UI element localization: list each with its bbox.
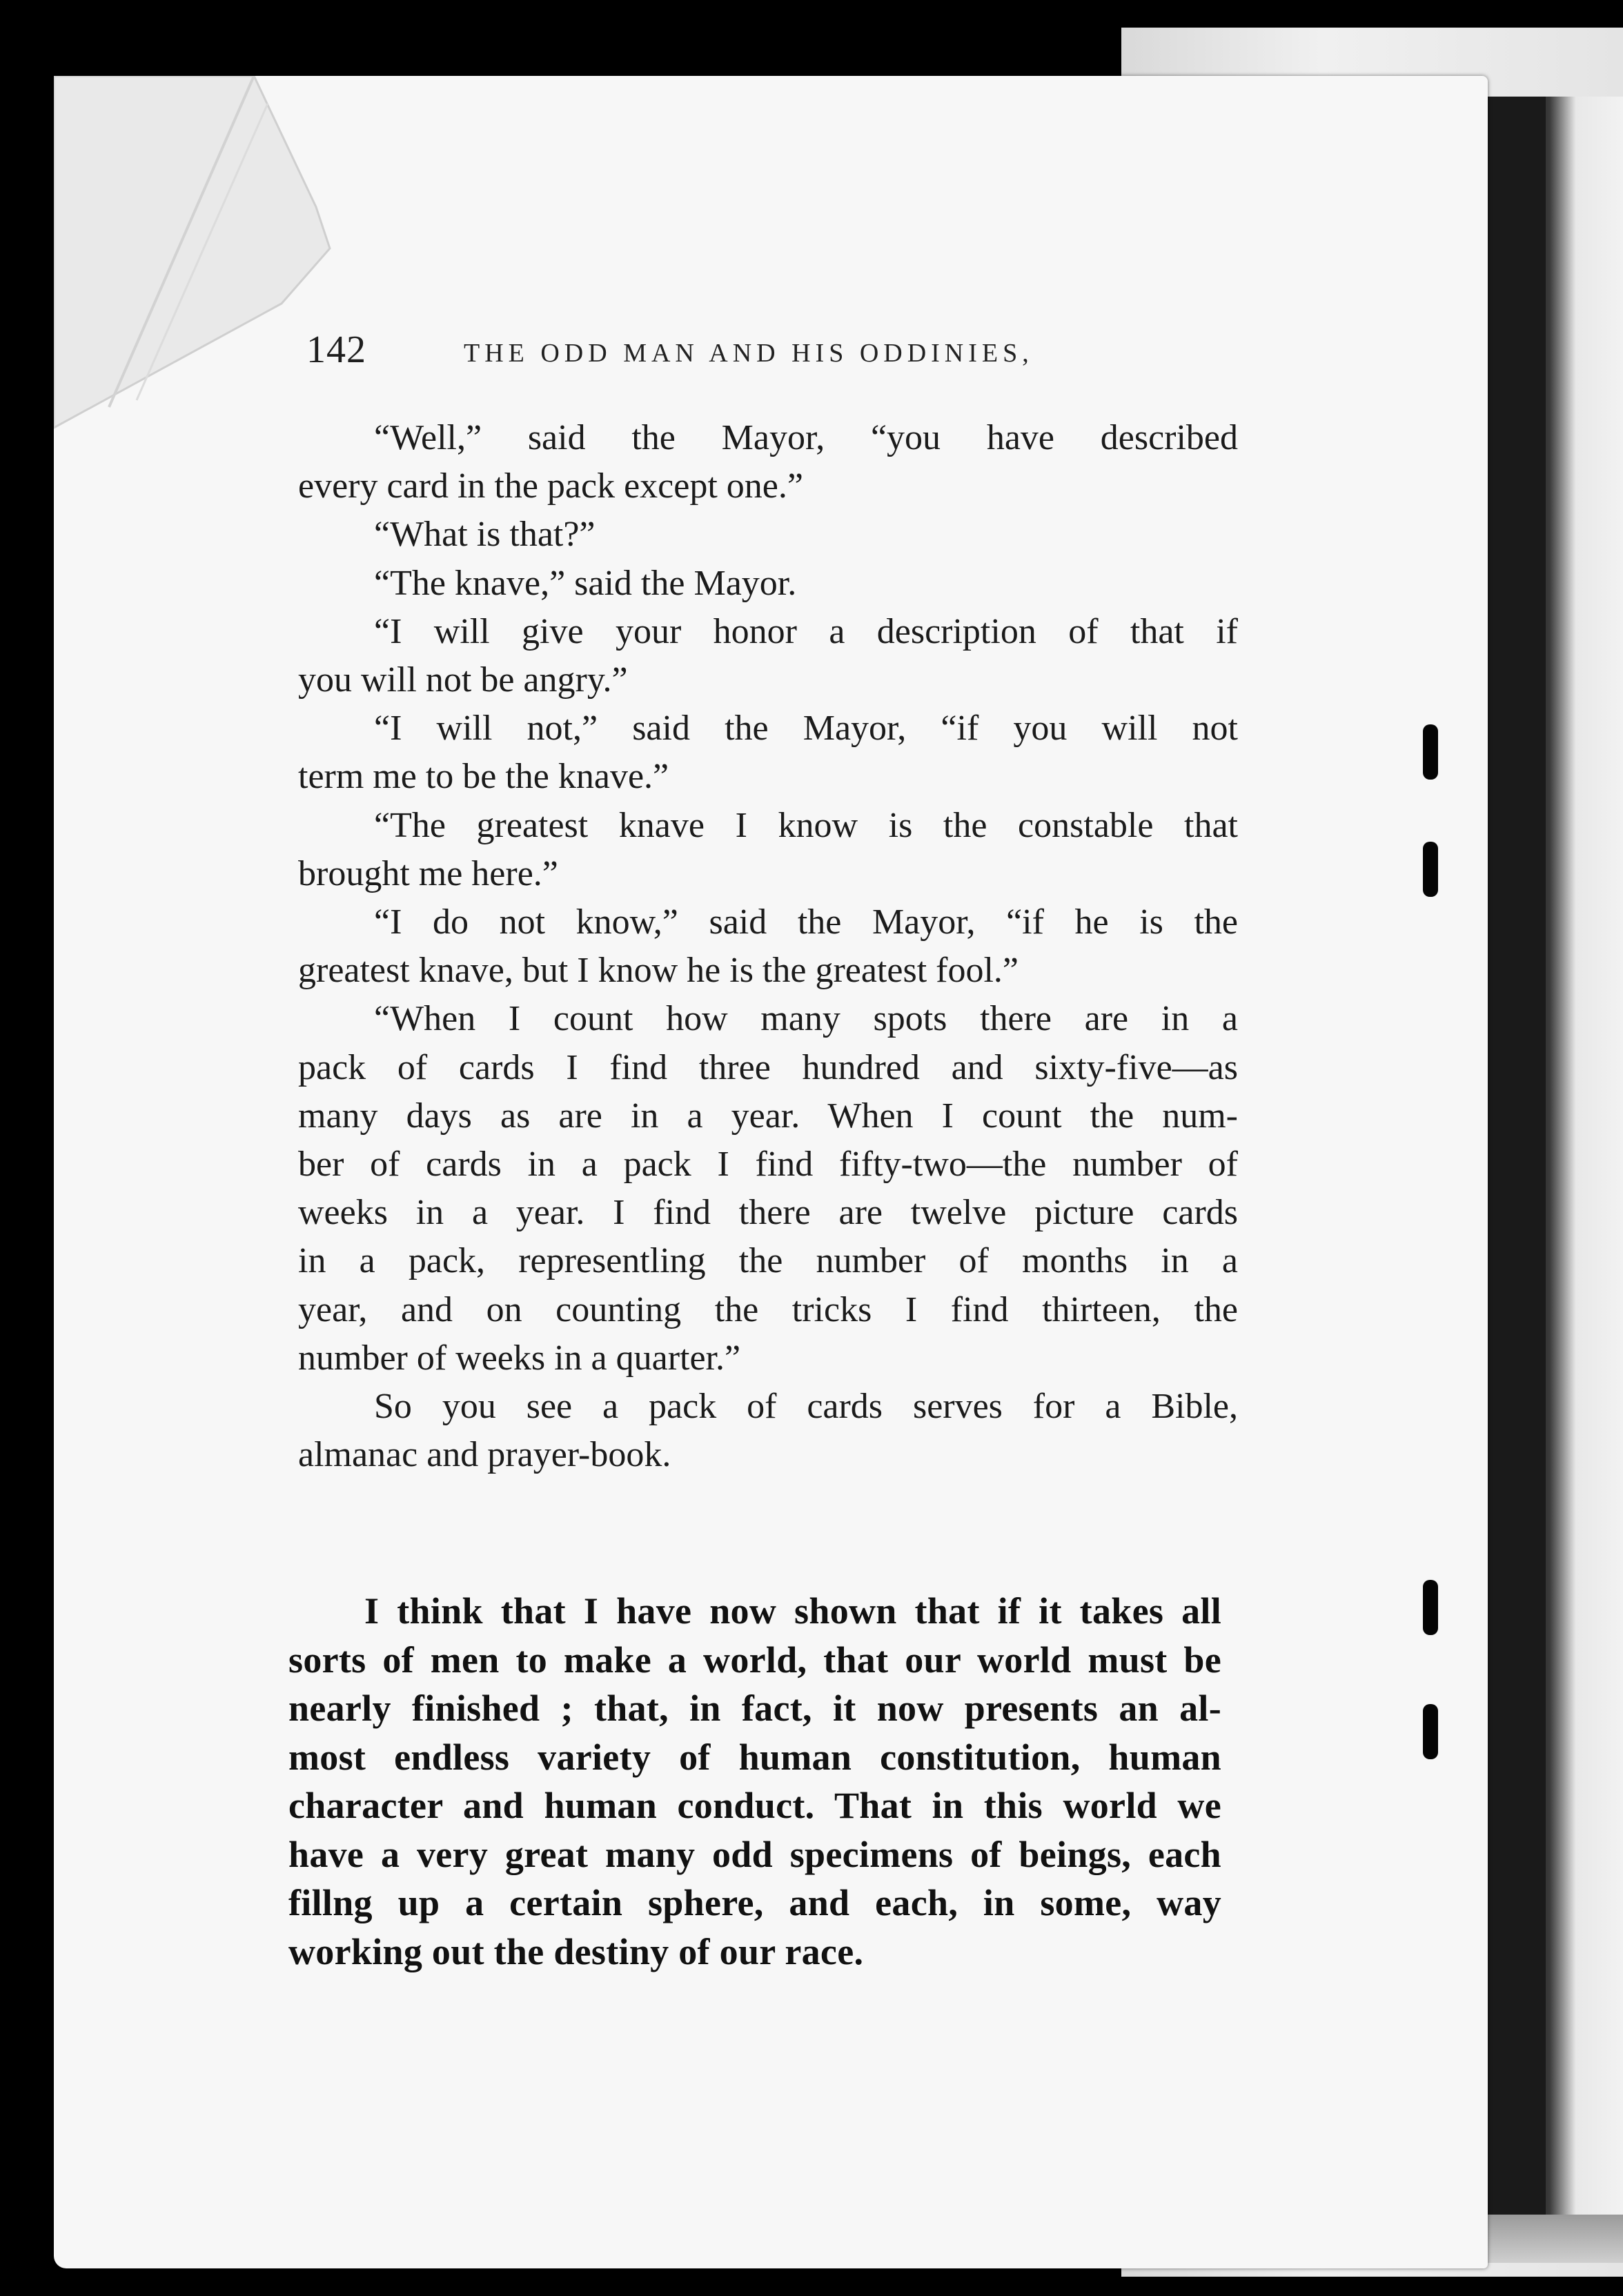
text-line: pack of cards I find three hundred and sixty-five—as [298, 1047, 1238, 1087]
text-line: “I will give your honor a description of that if [374, 611, 1238, 651]
binding-shadow [1484, 97, 1546, 2249]
text-line: sorts of men to make a world, that our world must be [288, 1639, 1221, 1681]
text-line: fillng up a certain sphere, and each, in some, way [288, 1882, 1221, 1923]
text-line: character and human conduct. That in this world we [288, 1785, 1221, 1826]
text-line: “I will not,” said the Mayor, “if you will not [374, 709, 1238, 749]
text-line: “What is that?” [374, 515, 596, 555]
text-line: “When I count how many spots there are in a [374, 999, 1238, 1039]
text-line: year, and on counting the tricks I find thirteen, the [298, 1289, 1238, 1329]
text-line: every card in the pack except one.” [298, 466, 803, 506]
binding-hole [1423, 1704, 1438, 1759]
page-number: 142 [306, 328, 366, 371]
text-line: working out the destiny of our race. [288, 1930, 864, 1972]
text-line: “The knave,” said the Mayor. [374, 563, 797, 603]
text-line: weeks in a year. I find there are twelve picture cards [298, 1193, 1238, 1233]
binding-hole [1423, 842, 1438, 897]
text-line: greatest knave, but I know he is the greatest fool.” [298, 951, 1019, 991]
text-line: “I do not know,” said the Mayor, “if he is the [374, 902, 1238, 942]
binding-hole [1423, 1580, 1438, 1635]
text-line: So you see a pack of cards serves for a Bible, [374, 1387, 1238, 1426]
text-line: in a pack, representling the number of months in a [298, 1241, 1238, 1281]
text-line: most endless variety of human constitution, human [288, 1736, 1221, 1778]
text-line: “The greatest knave I know is the constable that [374, 805, 1238, 845]
text-line: almanac and prayer-book. [298, 1435, 671, 1475]
text-line: have a very great many odd specimens of beings, each [288, 1833, 1221, 1875]
text-line: number of weeks in a quarter.” [298, 1338, 741, 1378]
text-line: many days as are in a year. When I count the num- [298, 1096, 1238, 1136]
folded-corner [54, 76, 344, 435]
binding-hole [1423, 724, 1438, 780]
text-line: brought me here.” [298, 853, 558, 893]
text-line: you will not be angry.” [298, 660, 628, 700]
text-line: ber of cards in a pack I find fifty-two—the number of [298, 1145, 1238, 1184]
running-head: THE ODD MAN AND HIS ODDINIES, [464, 339, 1034, 368]
text-line: “Well,” said the Mayor, “you have described [374, 418, 1238, 457]
text-line: nearly finished ; that, in fact, it now presents an al- [288, 1688, 1221, 1729]
text-line: term me to be the knave.” [298, 757, 669, 797]
text-line: I think that I have now shown that if it takes all [364, 1590, 1221, 1632]
